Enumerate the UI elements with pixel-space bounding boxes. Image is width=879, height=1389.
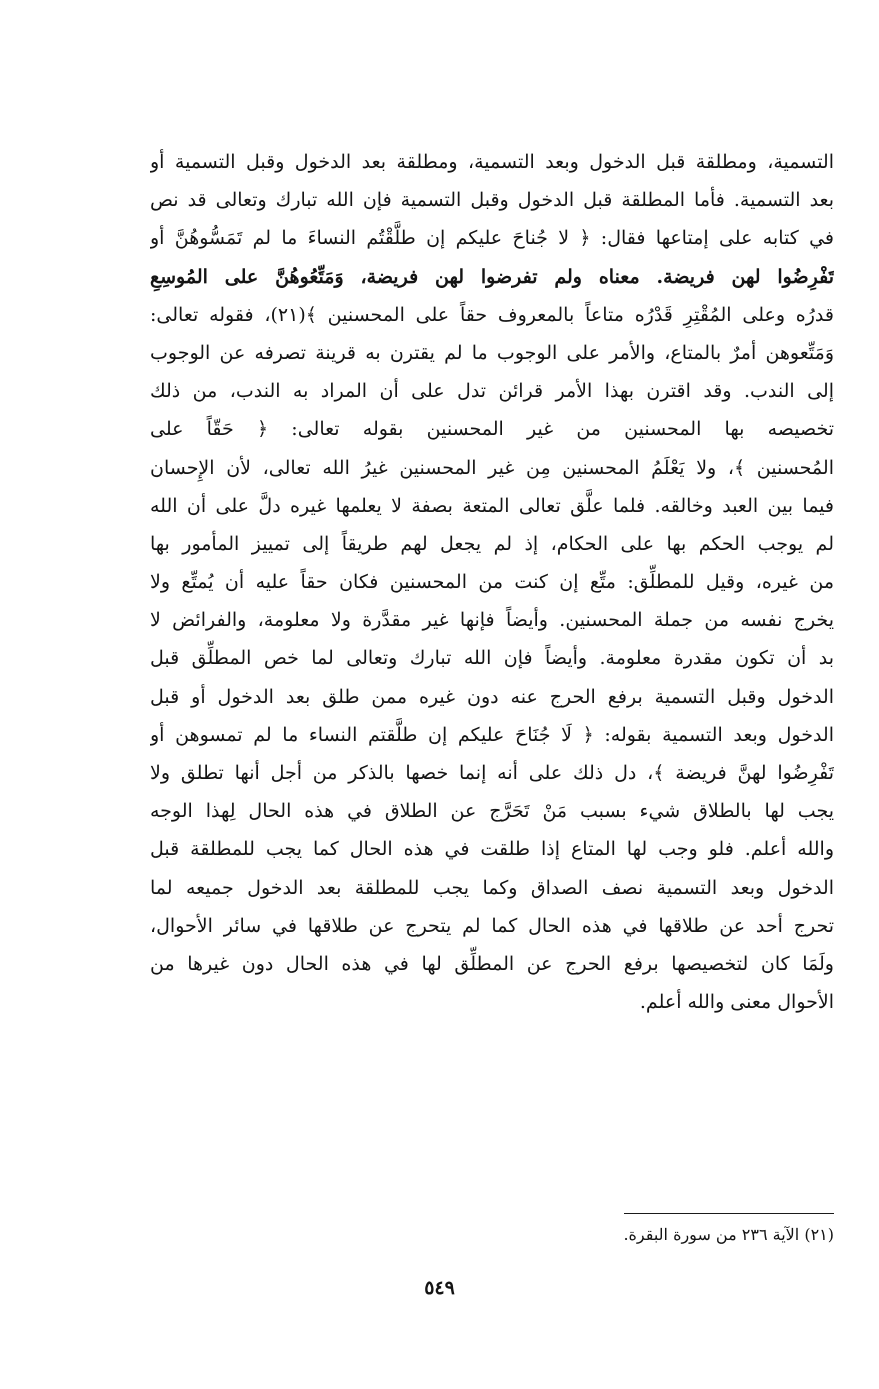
text-line: الأحوال معنى والله أعلم. <box>639 991 834 1014</box>
text-line: المُحسنين ﴾، ولا يَعْلَمُ المحسنين مِن غير المحسنين غيرُ الله تعالى، لأن الإِحسان <box>150 456 834 479</box>
page-number: ٥٤٩ <box>424 1277 455 1299</box>
text-line: فيما بين العبد وخالقه. فلما علَّق تعالى المتعة بصفة لا يعلمها غيره دلَّ على أن الله <box>150 494 834 517</box>
text-line: والله أعلم. فلو وجب لها المتاع إذا طلقت في هذه الحال كما يجب للمطلقة قبل <box>150 838 834 861</box>
text-line: التسمية، ومطلقة قبل الدخول وبعد التسمية، ومطلقة بعد الدخول وقبل التسمية أو <box>150 151 834 173</box>
text-line: إلى الندب. وقد اقترن بهذا الأمر قرائن تدل على أن المراد به الندب، من ذلك <box>150 380 834 403</box>
text-line: تَفْرِضُوا لهنَّ فريضة ﴾، دل ذلك على أنه إنما خصها بالذكر من أجل أنها تطلق ولا <box>150 762 834 784</box>
text-line: يخرج نفسه من جملة المحسنين. وأيضاً فإنها غير مقدَّرة ولا معلومة، والفرائض لا <box>150 609 834 632</box>
text-line: في كتابه على إمتاعها فقال: ﴿ لا جُناحَ عليكم إن طلَّقْتُم النساءَ ما لم تَمَسُّوهُنَّ أو <box>150 227 834 250</box>
text-line: الدخول وبعد التسمية بقوله: ﴿ لَا جُنَاحَ عليكم إن طلَّقتم النساء ما لم تمسوهن أو <box>150 723 834 746</box>
text-line: من غيره، وقيل للمطلِّق: متِّع إن كنت من المحسنين فكان حقاً عليه أن يُمتِّع ولا <box>150 571 834 594</box>
footnote-divider <box>624 1213 834 1214</box>
text-line: بعد التسمية. فأما المطلقة قبل الدخول وقبل التسمية فإن الله تبارك وتعالى قد نص <box>150 189 834 212</box>
text-line: الدخول وقبل التسمية برفع الحرج عنه دون غيره ممن طلق بعد الدخول أو قبل <box>150 685 834 708</box>
text-line: تخصيصه بها المحسنين من غير المحسنين بقوله تعالى: ﴿ حَقّاً على <box>150 418 834 441</box>
text-line: ولَمَا كان لتخصيصها برفع الحرج عن المطلِّق لها في هذه الحال دون غيرها من <box>150 952 834 975</box>
text-line: الدخول وبعد التسمية نصف الصداق وكما يجب للمطلقة بعد الدخول جميعه لما <box>150 876 834 899</box>
footnote: (٢١) الآية ٢٣٦ من سورة البقرة. <box>623 1225 834 1244</box>
text-line: لم يوجب الحكم بها على الحكام، إذ لم يجعل لهم طريقاً إلى تمييز المأمور بها <box>150 532 834 555</box>
text-line: قدرُه وعلى المُقْتِرِ قَدْرُه متاعاً بالمعروف حقاً على المحسنين ﴾(٢١)، فقوله تعالى: <box>150 303 834 326</box>
text-line: تحرج أحد عن طلاقها في هذه الحال كما لم يتحرج عن طلاقها في سائر الأحوال، <box>150 914 834 937</box>
text-line: بد أن تكون مقدرة معلومة. وأيضاً فإن الله تبارك وتعالى لما خص المطلِّق قبل <box>150 647 834 670</box>
main-text-block <box>150 143 834 1021</box>
text-line: وَمَتِّعوهن أمرٌ بالمتاع، والأمر على الوجوب ما لم يقترن به قرينة تصرفه عن الوجوب <box>150 341 834 364</box>
text-line: يجب لها بالطلاق شيء بسبب مَنْ تَحَرَّج عن الطلاق في هذه الحال لِهذا الوجه <box>150 800 834 823</box>
text-line: تَفْرِضُوا لهن فريضة. معناه ولم تفرضوا لهن فريضة، وَمَتِّعُوهُنَّ على المُوسِعِ <box>150 265 834 288</box>
